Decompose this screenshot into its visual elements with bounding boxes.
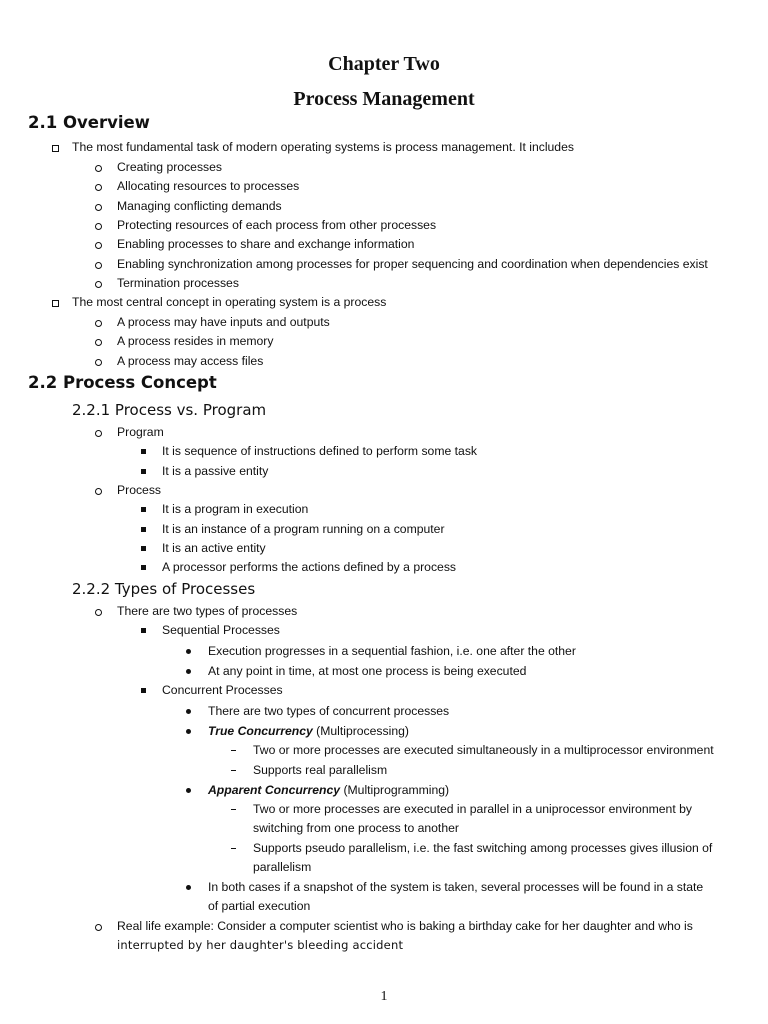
list-item: It is an active entity [162, 541, 266, 555]
circle-bullet-icon [95, 165, 102, 172]
round-bullet-icon [186, 788, 191, 793]
round-bullet-icon [186, 649, 191, 654]
true-concurrency-line [208, 724, 409, 739]
page-number: 1 [380, 989, 388, 1004]
filled-square-bullet-icon [141, 565, 146, 570]
list-item: A process resides in memory [117, 334, 274, 348]
real-life-example: Real life example: Consider a computer scientist who is baking a birthday cake for her daughter and who is [117, 919, 693, 933]
concurrent-label: Concurrent Processes [162, 683, 283, 697]
circle-bullet-icon [95, 609, 102, 616]
filled-square-bullet-icon [141, 449, 146, 454]
dash-bullet-icon [231, 770, 236, 771]
filled-square-bullet-icon [141, 507, 146, 512]
list-item: Enabling processes to share and exchange information [117, 237, 415, 251]
circle-bullet-icon [95, 281, 102, 288]
dash-bullet-icon [231, 809, 236, 810]
round-bullet-icon [186, 729, 191, 734]
list-item: Termination processes [117, 276, 239, 290]
list-item-continuation: switching from one process to another [253, 821, 459, 835]
types-intro: There are two types of processes [117, 604, 298, 618]
circle-bullet-icon [95, 320, 102, 327]
round-bullet-icon [186, 885, 191, 890]
list-item-continuation: of partial execution [208, 899, 311, 913]
apparent-concurrency-suffix: (Multiprogramming) [340, 783, 450, 797]
hollow-square-bullet-icon [52, 300, 59, 307]
section-heading-process-concept: 2.2 Process Concept [28, 373, 217, 392]
list-item: Enabling synchronization among processes for proper sequencing and coordination when dependencies exist [117, 257, 708, 271]
program-label: Program [117, 425, 164, 439]
circle-bullet-icon [95, 262, 102, 269]
circle-bullet-icon [95, 924, 102, 931]
list-item: Supports pseudo parallelism, i.e. the fast switching among processes gives illusion of [253, 841, 713, 855]
list-item: It is a passive entity [162, 464, 269, 478]
circle-bullet-icon [95, 223, 102, 230]
subsection-heading-types-of-processes: 2.2.2 Types of Processes [72, 580, 256, 598]
circle-bullet-icon [95, 359, 102, 366]
list-item: A process may have inputs and outputs [117, 315, 330, 329]
process-label: Process [117, 483, 162, 497]
dash-bullet-icon [231, 848, 236, 849]
sequential-label: Sequential Processes [162, 623, 280, 637]
section-heading-overview: 2.1 Overview [28, 113, 150, 132]
true-concurrency-label: True Concurrency [208, 724, 313, 738]
circle-bullet-icon [95, 242, 102, 249]
list-item: Creating processes [117, 160, 222, 174]
circle-bullet-icon [95, 339, 102, 346]
list-item: Allocating resources to processes [117, 179, 300, 193]
circle-bullet-icon [95, 430, 102, 437]
filled-square-bullet-icon [141, 469, 146, 474]
hollow-square-bullet-icon [52, 145, 59, 152]
true-concurrency-suffix: (Multiprocessing) [312, 724, 409, 738]
filled-square-bullet-icon [141, 688, 146, 693]
list-item: It is a program in execution [162, 502, 309, 516]
list-item: At any point in time, at most one process is being executed [208, 664, 527, 678]
list-item: Supports real parallelism [253, 763, 388, 777]
list-item: It is an instance of a program running on a computer [162, 522, 445, 536]
filled-square-bullet-icon [141, 546, 146, 551]
list-item: A processor performs the actions defined by a process [162, 560, 457, 574]
filled-square-bullet-icon [141, 527, 146, 532]
circle-bullet-icon [95, 184, 102, 191]
overview-intro: The most fundamental task of modern operating systems is process management. It includes [72, 140, 574, 154]
list-item: Protecting resources of each process from other processes [117, 218, 437, 232]
list-item-continuation: parallelism [253, 860, 312, 874]
apparent-concurrency-line [208, 783, 449, 798]
document-title: Process Management [293, 88, 475, 110]
list-item: In both cases if a snapshot of the system is taken, several processes will be found in a state [208, 880, 704, 894]
subsection-heading-process-vs-program: 2.2.1 Process vs. Program [72, 401, 267, 419]
real-life-example-continuation: interrupted by her daughter's bleeding accident [117, 938, 404, 952]
chapter-title: Chapter Two [328, 53, 440, 75]
round-bullet-icon [186, 669, 191, 674]
round-bullet-icon [186, 709, 191, 714]
filled-square-bullet-icon [141, 628, 146, 633]
concurrent-intro: There are two types of concurrent processes [208, 704, 450, 718]
list-item: A process may access files [117, 354, 264, 368]
circle-bullet-icon [95, 204, 102, 211]
list-item: Execution progresses in a sequential fashion, i.e. one after the other [208, 644, 576, 658]
circle-bullet-icon [95, 488, 102, 495]
list-item: Two or more processes are executed in parallel in a uniprocessor environment by [253, 802, 692, 816]
dash-bullet-icon [231, 750, 236, 751]
list-item: Two or more processes are executed simultaneously in a multiprocessor environment [253, 743, 714, 757]
list-item: Managing conflicting demands [117, 199, 282, 213]
list-item: It is sequence of instructions defined to perform some task [162, 444, 478, 458]
central-concept: The most central concept in operating system is a process [72, 295, 387, 309]
apparent-concurrency-label: Apparent Concurrency [208, 783, 341, 797]
